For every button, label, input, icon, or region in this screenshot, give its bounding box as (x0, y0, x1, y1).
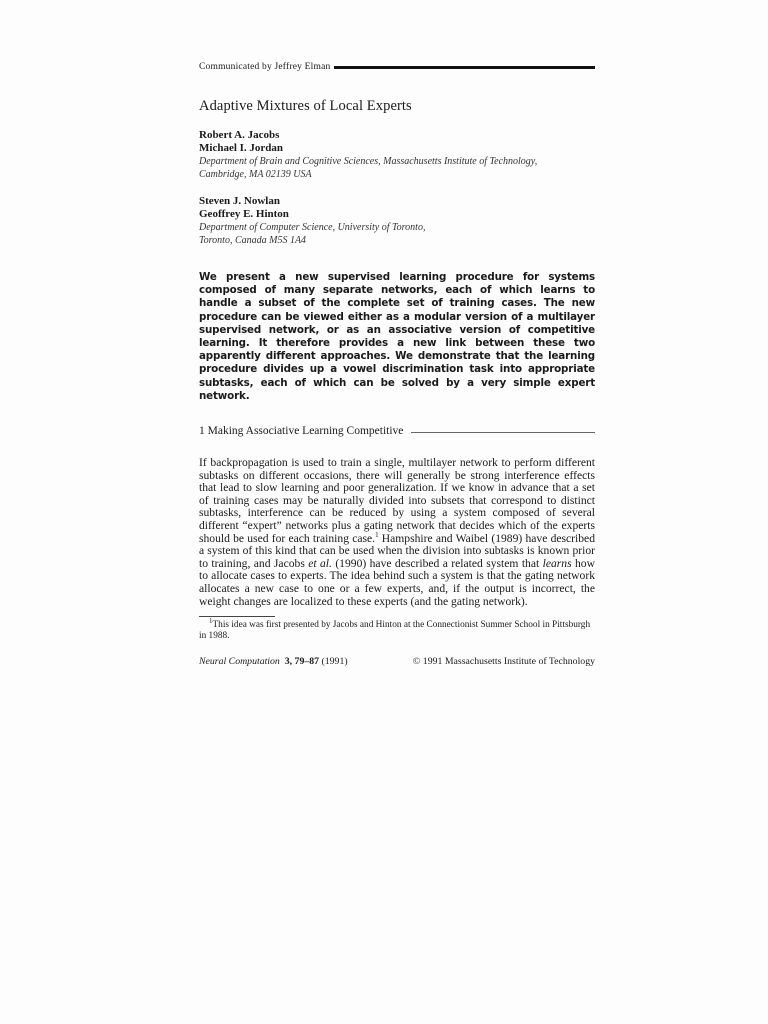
footnote-text: This idea was first presented by Jacobs and Hinton at the Connectionist Summer School in Pittsburgh in 1988. (199, 620, 591, 642)
italic-text: learns (542, 556, 572, 570)
section-title: 1 Making Associative Learning Competitive (199, 425, 404, 438)
section-heading (199, 425, 595, 437)
author-name: Robert A. Jacobs (199, 129, 280, 141)
author-group-1 (199, 129, 595, 181)
author-name: Geoffrey E. Hinton (199, 208, 289, 220)
affiliation-line: Cambridge, MA 02139 USA (199, 169, 312, 180)
communicated-header (199, 58, 595, 76)
abstract: We present a new supervised learning procedure for systems composed of many separate networks, each of which learns to handle a subset of the complete set of training cases. The new procedure can be viewed either as a modular version of a multilayer supervised network, or as an associative version of competitive learning. It therefore provides a new link between these two apparently different approaches. We demonstrate that the learning procedure divides up a vowel discrimination task into appropriate subtasks, each of which can be solved by a very simple expert network. (199, 271, 595, 402)
journal-citation (199, 656, 348, 667)
footnote-mark: 1 (209, 617, 213, 626)
affiliation-line: Department of Computer Science, University of Toronto, (199, 222, 426, 233)
paragraph-text: If backpropagation is used to train a single, multilayer network to perform different subtasks on different occasions, there will generally be strong interference effects that lead to slow learning and poor generalization. If we know in advance that a set of training cases may be naturally divided into subsets that correspond to distinct subtasks, interference can be reduced by using a system composed of several different “expert” networks plus a gating network that decides which of the experts should be used for each training case. (199, 456, 595, 545)
author-name: Steven J. Nowlan (199, 195, 280, 207)
italic-text: et al. (308, 556, 332, 570)
paper-title: Adaptive Mixtures of Local Experts (199, 98, 412, 114)
footnote (199, 617, 595, 642)
header-rule (334, 66, 595, 69)
paragraph-text: Hampshire and Waibel (1989) have described a system of this kind that can be used when the division into subtasks is known prior to training, and Jacobs (199, 531, 595, 570)
journal-volume: 3, 79–87 (284, 656, 320, 668)
paragraph-text: (1990) have described a related system that (331, 556, 543, 570)
paragraph-text: how to allocate cases to experts. The idea behind such a system is that the gating network allocates a new case to one or a few experts, and, if the output is incorrect, the weight changes are localized to these experts (and the gating network). (199, 556, 595, 608)
section-rule (411, 432, 595, 433)
footnote-ref: 1 (375, 530, 379, 539)
communicated-by: Communicated by Jeffrey Elman (199, 62, 331, 72)
journal-year: (1991) (319, 656, 348, 668)
affiliation-line: Toronto, Canada M5S 1A4 (199, 235, 307, 246)
body-paragraph (199, 457, 595, 608)
affiliation-line: Department of Brain and Cognitive Sciences, Massachusetts Institute of Technology, (199, 156, 538, 167)
copyright: © 1991 Massachusetts Institute of Technology (412, 656, 595, 668)
author-group-2 (199, 195, 595, 247)
paper-page (199, 58, 595, 667)
journal-footer (199, 656, 595, 667)
author-name: Michael I. Jordan (199, 142, 284, 154)
journal-name: Neural Computation (199, 656, 280, 668)
